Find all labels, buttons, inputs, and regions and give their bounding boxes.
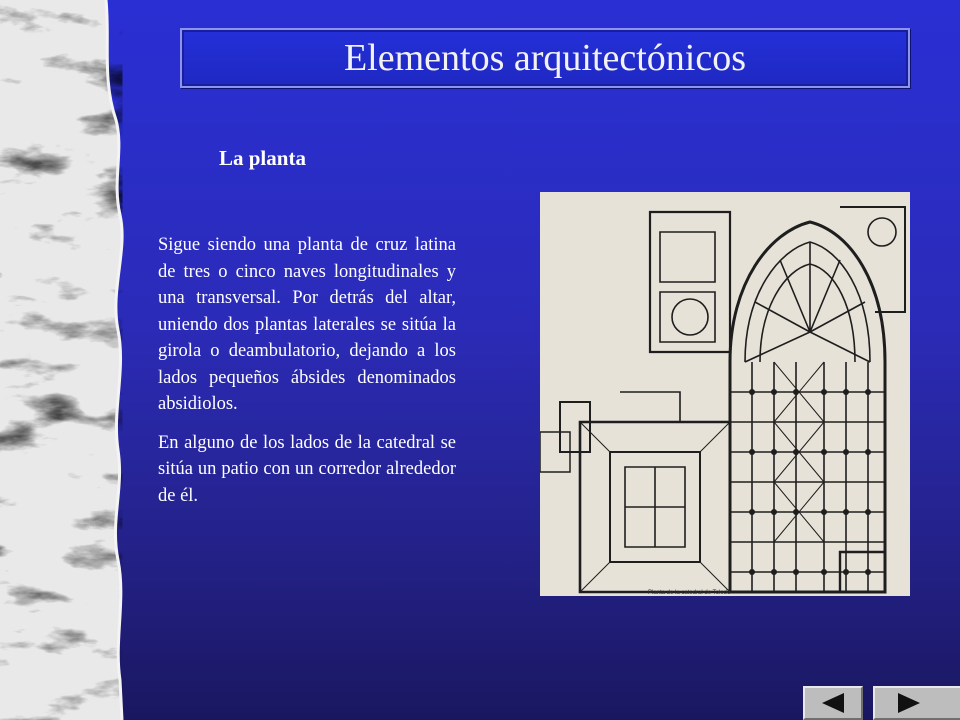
- paragraph-2: En alguno de los lados de la catedral se sitúa un patio con un corredor alrededor de él.: [158, 432, 456, 506]
- plan-caption: Planta de la catedral de Toledo: [648, 590, 731, 596]
- triangle-left-icon: [820, 691, 846, 715]
- slide-subtitle: La planta: [219, 146, 306, 170]
- triangle-right-icon: [896, 691, 922, 715]
- title-box: [180, 28, 910, 88]
- marble-side-strip: [0, 0, 132, 720]
- cathedral-floor-plan-image: [540, 192, 910, 596]
- previous-slide-button[interactable]: [803, 686, 863, 720]
- next-slide-button[interactable]: [873, 686, 960, 720]
- slide-title: Elementos arquitectónicos: [343, 37, 747, 79]
- floor-plan-drawing: [540, 192, 910, 596]
- body-text: [158, 232, 456, 521]
- paragraph-1: Sigue siendo una planta de cruz latina de tres o cinco naves longitudinales y una transversal. Por detrás del altar, uniendo dos plantas laterales se sitúa la girola o deambulatorio, dejando a los lados pequeños ábsides denominados absidiolos.: [158, 235, 456, 414]
